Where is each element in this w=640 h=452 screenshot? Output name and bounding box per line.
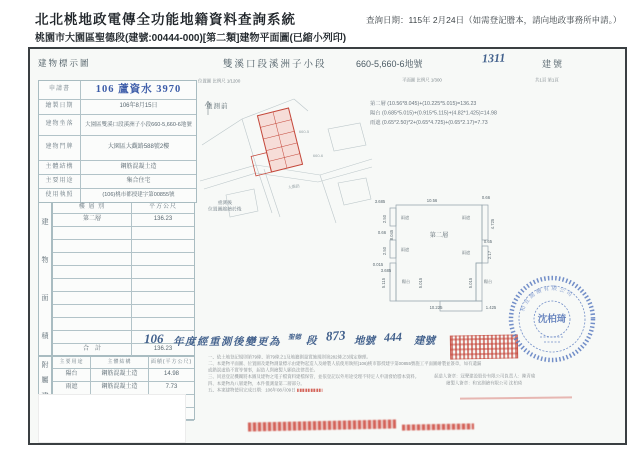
floor-row [53,214,194,227]
section-stamp: 聖德 [288,334,301,341]
floor-area-side-label [38,202,52,356]
info-value: 大園區大觀路588號2樓 [81,136,196,161]
signature-block [434,373,627,387]
dimension-label: 陽台 [483,279,493,284]
attached-cell: 雨遮 [53,382,91,395]
note-line: 五、本案建物使用完成日期：106年08月09日 [208,387,483,394]
dimension-label: 5.115 [381,277,386,289]
map-after-line1: 重測後 [217,199,232,205]
seal-bottom-marks [540,337,564,342]
info-table-row [39,161,196,175]
floor-cell [53,240,132,253]
info-label: 繪製日期 [39,100,81,115]
dimension-label: 3.685 [374,199,386,204]
info-table-row [39,175,196,189]
attached-col-header: 主要用途 [53,357,91,369]
info-table-row [39,189,196,203]
dimension-label: 4.725 [490,218,495,230]
info-value: (106)桃市都授建字第00855號 [81,189,196,203]
dimension-label: 10.56 [426,198,438,203]
note-line: 一、依土地登記規則第79條、第79條之1及地籍測量實施規則第282條之3規定辦理。 [208,354,371,360]
handwritten-old-building-no: 1311 [481,50,506,66]
attached-header-row [53,357,194,369]
side-label-char: 物 [41,257,49,264]
info-table-row [39,136,196,161]
plat-title: 建物標示圖 [38,58,91,68]
calc-line: 雨遮 (0.65*2.50)*2+(0.65*4.725)+(0.65*2.17)=7.73 [370,118,488,125]
info-value: 鋼筋混凝土造 [81,161,196,175]
side-label-char: 附 [41,361,49,369]
dimension-label: 大觀路 [287,183,301,190]
floor-row [53,318,194,331]
floor-cell [53,266,132,279]
calc-line: 第二層 (10.56*8.045)+(10.225*5.015)=136.23 [370,100,477,107]
drafter-signature: 繪製人簽章：和宜測繪有限公司 沈柏琦 [446,380,523,386]
handwritten-year: 106 [144,331,164,346]
dimension-label: 雨遮 [400,215,410,220]
side-label-char: 建 [41,219,49,226]
info-value: 大園區雙溪口段溪洲子小段660-5,660-6地號 [81,115,196,136]
dimension-label: 3.685 [380,268,392,273]
scanned-document [28,47,627,445]
seal-company-text: 和宜測繪有限公司 [519,285,575,313]
floor-cell [53,318,132,331]
dimension-label: 0.66 [481,195,491,200]
floor-row [53,292,194,305]
floor-cell [132,227,194,240]
floor-cell [53,305,132,318]
parcel-numbers: 660-5,660-6地號 [356,59,423,69]
floor-cell [53,292,132,305]
query-date: 查詢日期：115年 2月24日（如需登記謄本，請向地政事務所申請。） [366,15,622,25]
floor-cell [53,279,132,292]
floor-row [53,240,194,253]
white-redaction-box [38,394,186,443]
red-stamp-inline [297,389,322,392]
attached-cell: 鋼筋混凝土造 [91,382,149,395]
info-label: 使用執照 [39,189,81,203]
handwritten-parcel-no: 873 [325,327,346,344]
dimension-label: 2.50 [382,214,387,224]
dimension-label: 0.66 [377,230,387,235]
note-line: 三、同意登記機關將本圖及建物之電子檔資料建檔保管，並依登記以外用途受理不特定人申請發給謄本資料。 [208,374,420,380]
dimension-label: 雨遮 [461,215,471,220]
info-label: 申請書 [39,81,81,100]
info-table-row [39,115,196,136]
floor-cell [53,227,132,240]
attached-row [53,369,194,382]
dimension-label: 陽台 [401,279,411,284]
info-value: 106 蘆資水 3970 [81,81,196,100]
floor-cell: 合 計 [53,344,132,357]
surveyor-round-seal [504,271,600,367]
dimension-label: 2.50 [382,246,387,256]
floor-row [53,227,194,240]
builder-signature: 起造人簽章：冠聲建設股份有限公司負責人：陳青瑜 [434,373,536,379]
note-line: 二、本建物平面圖、位置圖及建物測量標示由建物起造人及繪製人依使用執照(106)桃市都授建字第00855號施工平面圖繪製並簽章，如有遺漏或錯誤虛偽不實等情事，起造人與繪製人願負法律責任。 [208,361,482,373]
dimension-label: 第二層 [429,232,449,239]
floor-cell: 第二層 [53,214,132,227]
floor-header-row [53,203,194,214]
floor-cell [132,292,194,305]
attached-cell: 7.73 [149,382,194,395]
dimension-label: 雨遮 [400,247,410,252]
info-label: 主要用途 [39,175,81,189]
parcel-label: 地號 [354,336,375,347]
floor-row [53,305,194,318]
handwritten-phrase: 年度經重測後變更為 [173,337,281,348]
floor-plan-outline [390,205,488,311]
map-subject-block [242,108,303,176]
floor-col-header: 樓 層 別 [53,203,132,214]
dimension-label: 1.425 [485,305,497,310]
building-info-table [38,80,197,203]
attached-cell: 鋼筋混凝土造 [91,369,149,382]
seal-name: 沈柏琦 [537,314,567,325]
page-count-note: 共1頁 第1頁 [535,77,559,83]
info-table-row [39,81,196,100]
calc-line: 陽台 (0.685*5.015)+(0.915*5.115)+(4.82*1.425)=14.98 [370,109,497,116]
map-after-line2: 位置圖縮繪於後 [208,206,242,212]
floor-cell [53,253,132,266]
attached-cell: 陽台 [53,369,91,382]
seal-company-arc [518,284,575,313]
dimension-label: 5.015 [468,277,473,289]
floor-cell: 136.23 [132,214,194,227]
floor-cell [132,240,194,253]
floor-row [53,266,194,279]
attached-cell: 14.98 [149,369,194,382]
note-line: 四、本建物為八層建物，本件僅測量第二層部分。 [208,380,305,386]
dimension-label: 0.65 [483,239,493,244]
segment-label: 段 [306,336,317,347]
plan-scale-note: 平面圖 比例尺 1/300 [402,77,442,83]
attached-col-header: 主體結構 [91,357,149,369]
info-value: 集合住宅 [81,175,196,189]
document-subtitle: 桃園市大園區聖德段(建號:00444-000)[第二類]建物平面圖(已縮小列印) [35,33,347,44]
red-check-line [460,396,572,399]
map-label-before-resurvey: 重測前 [206,103,229,110]
floor-row [53,253,194,266]
handwritten-building-no: 444 [383,329,403,345]
dimension-label: 雨遮 [461,250,471,255]
info-label: 建物坐落 [39,115,81,136]
info-table-row [39,100,196,115]
area-calculation-lines [370,99,575,127]
dimension-label: 10.225 [429,305,443,310]
info-label: 建物門牌 [39,136,81,161]
floor-area-table [52,202,195,356]
floor-cell [132,279,194,292]
side-label-char: 積 [41,333,49,340]
floor-cell [132,318,194,331]
dimension-label: 8.045 [389,229,394,241]
floor-cell [132,266,194,279]
floor-cell: 136.23 [132,344,194,357]
floor-cell [132,305,194,318]
app-title: 北北桃地政電傳全功能地籍資料查詢系統 [35,12,296,27]
section-name: 雙溪口段溪洲子小段 [223,59,327,70]
info-value: 106年8月15日 [81,100,196,115]
dimension-label: 2.17 [487,250,492,260]
map-scale-note: 位置圖 比例尺 1/1200 [198,78,241,84]
floor-col-header: 平方公尺 [132,203,194,214]
floor-plan-dimension-labels [373,195,497,310]
dimension-label: 660-6 [312,153,324,158]
dimension-label: 660-5 [298,129,310,134]
info-label: 主體結構 [39,161,81,175]
red-stamp-bottom-left [248,419,396,431]
dimension-label: 5.015 [418,277,423,289]
building-label: 建號 [414,336,435,347]
side-label-char: 屬 [41,377,49,385]
floor-cell [53,331,132,344]
red-stamp-bottom-right [402,423,474,430]
floor-cell [132,253,194,266]
dimension-label: 0.015 [372,262,384,267]
floor-row [53,279,194,292]
building-no-label: 建號 [542,59,565,69]
attached-col-header: 面積(平方公尺) [149,357,194,369]
side-label-char: 面 [41,295,49,302]
map-label-after-resurvey [208,199,242,212]
